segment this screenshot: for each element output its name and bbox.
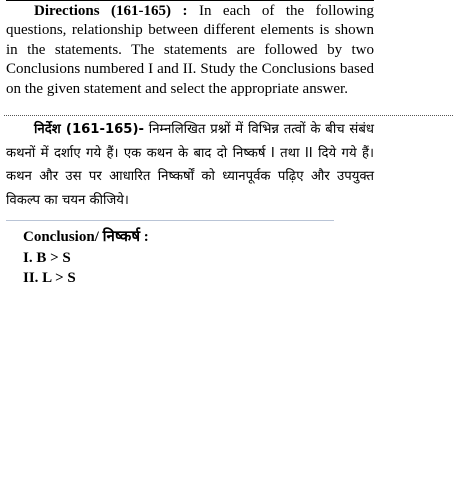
directions-english-heading: Directions (161-165) :	[34, 3, 188, 19]
conclusion-item-1: I. B > S	[23, 249, 71, 266]
conclusion-item-2: II. L > S	[23, 270, 76, 286]
conclusion-label: Conclusion/ निष्कर्ष :	[23, 229, 149, 245]
directions-hindi	[6, 118, 374, 213]
directions-hindi-heading: निर्देश (161-165)-	[34, 122, 144, 137]
conclusion-block	[23, 227, 149, 289]
section-separator	[6, 220, 334, 221]
directions-hindi-text: निम्नलिखित प्रश्नों में विभिन्न तत्वों के बीच संबंध कथनों में दर्शाए गये हैं। एक कथन के बाद दो निष्कर्ष I तथा II दिये गये हैं। कथन और उस पर आधारित निष्कर्षों को ध्यानपूर्वक पढ़िए और उपयुक्त विकल्प का चयन कीजिये।	[6, 122, 374, 209]
top-rule	[6, 0, 374, 1]
directions-english-text: In each of the following questions, relationship between different elements is shown in the statements. The statements are followed by two Conclusions numbered I and II. Study the Conclusions based on the given statement and select the appropriate answer.	[6, 3, 374, 97]
directions-english	[6, 2, 374, 99]
dotted-divider	[4, 115, 453, 116]
